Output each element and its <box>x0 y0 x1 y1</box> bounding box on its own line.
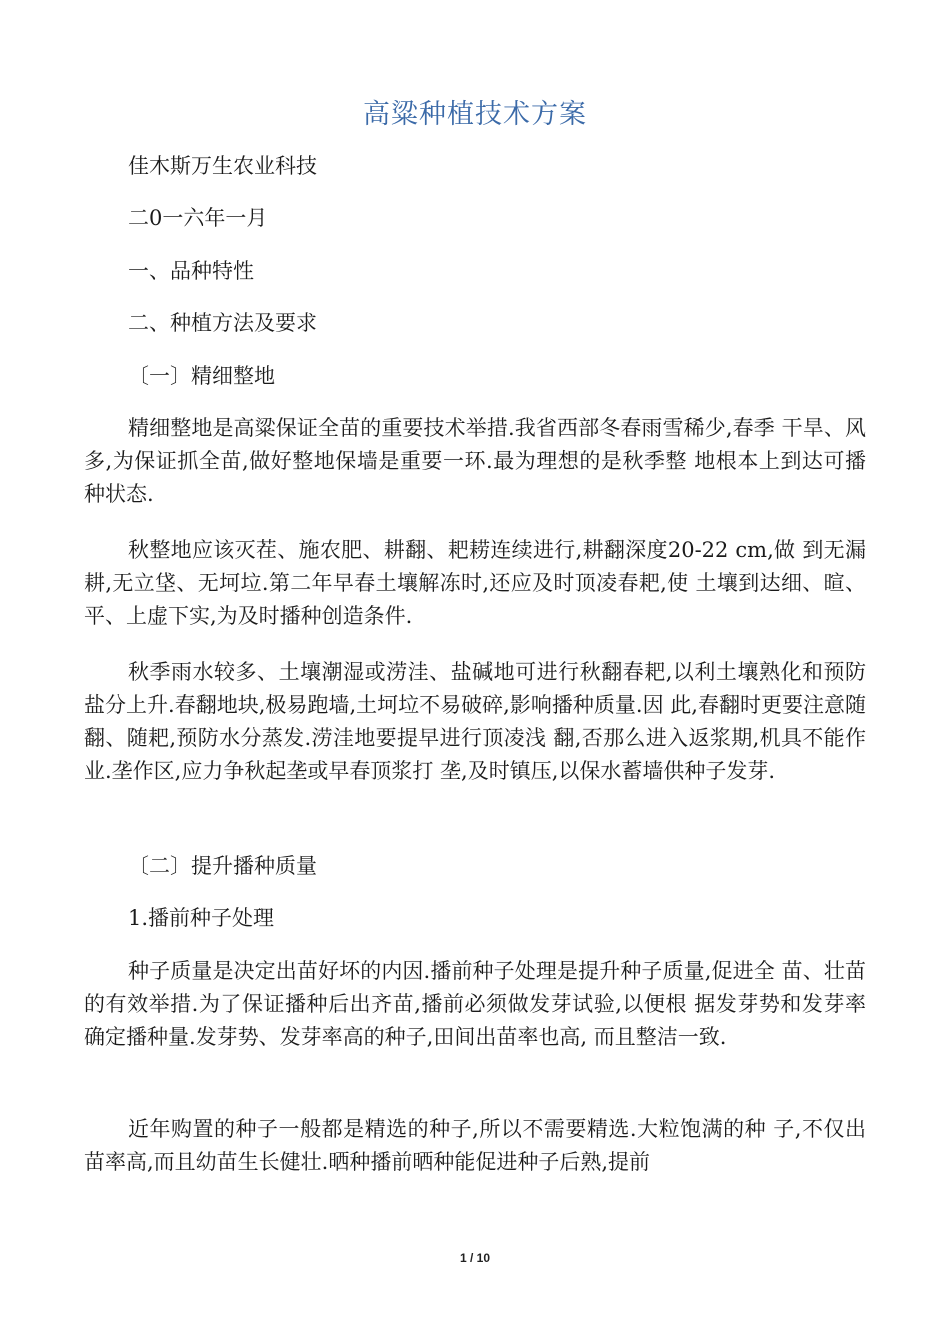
list-item-heading-1: 1.播前种子处理 <box>128 906 275 930</box>
page-number: 1 / 10 <box>459 1251 491 1265</box>
paragraph-4: 种子质量是决定出苗好坏的内因.播前种子处理是提升种子质量,促进全 苗、壮苗的有效举措.为了保证播种后出齐苗,播前必须做发芽试验,以便根 据发芽势和发芽率确定播种量.发芽势、发芽率高的种子,田间出苗率也高, 而且整洁一致. <box>84 959 866 1049</box>
paragraph-2: 秋整地应该灭茬、施农肥、耕翻、耙耢连续进行,耕翻深度20-22 cm,做 到无漏耕,无立垡、无坷垃.第二年早春土壤解冻时,还应及时顶凌春耙,使 土壤到达细、暄、平、上虚下实,为及时播种创造条件. <box>84 538 866 628</box>
paragraph-5: 近年购置的种子一般都是精选的种子,所以不需要精选.大粒饱满的种 子,不仅出苗率高,而且幼苗生长健壮.晒种播前晒种能促进种子后熟,提前 <box>84 1117 866 1174</box>
company-name: 佳木斯万生农业科技 <box>128 154 317 178</box>
paragraph-3: 秋季雨水较多、土壤潮湿或涝洼、盐碱地可进行秋翻春耙,以利土壤熟化和预防盐分上升.春翻地块,极易跑墙,土坷垃不易破碎,影响播种质量.因 此,春翻时更要注意随翻、随耙,预防水分蒸发.涝洼地要提早进行顶凌浅 翻,否那么进入返浆期,机具不能作业.垄作区,应力争秋起垄或早春顶浆打 垄,及时镇压,以保水蓄墙供种子发芽. <box>84 660 866 783</box>
subsection-heading-2: 〔二〕提升播种质量 <box>128 854 317 878</box>
subsection-heading-1: 〔一〕精细整地 <box>128 364 275 388</box>
paragraph-1: 精细整地是高粱保证全苗的重要技术举措.我省西部冬春雨雪稀少,春季 干旱、风多,为保证抓全苗,做好整地保墙是重要一环.最为理想的是秋季整 地根本上到达可播种状态. <box>84 416 866 506</box>
document-date: 二0一六年一月 <box>128 206 268 230</box>
section-heading-1: 一、品种特性 <box>128 259 254 283</box>
document-title: 高粱种植技术方案 <box>363 99 587 130</box>
section-heading-2: 二、种植方法及要求 <box>128 311 317 335</box>
